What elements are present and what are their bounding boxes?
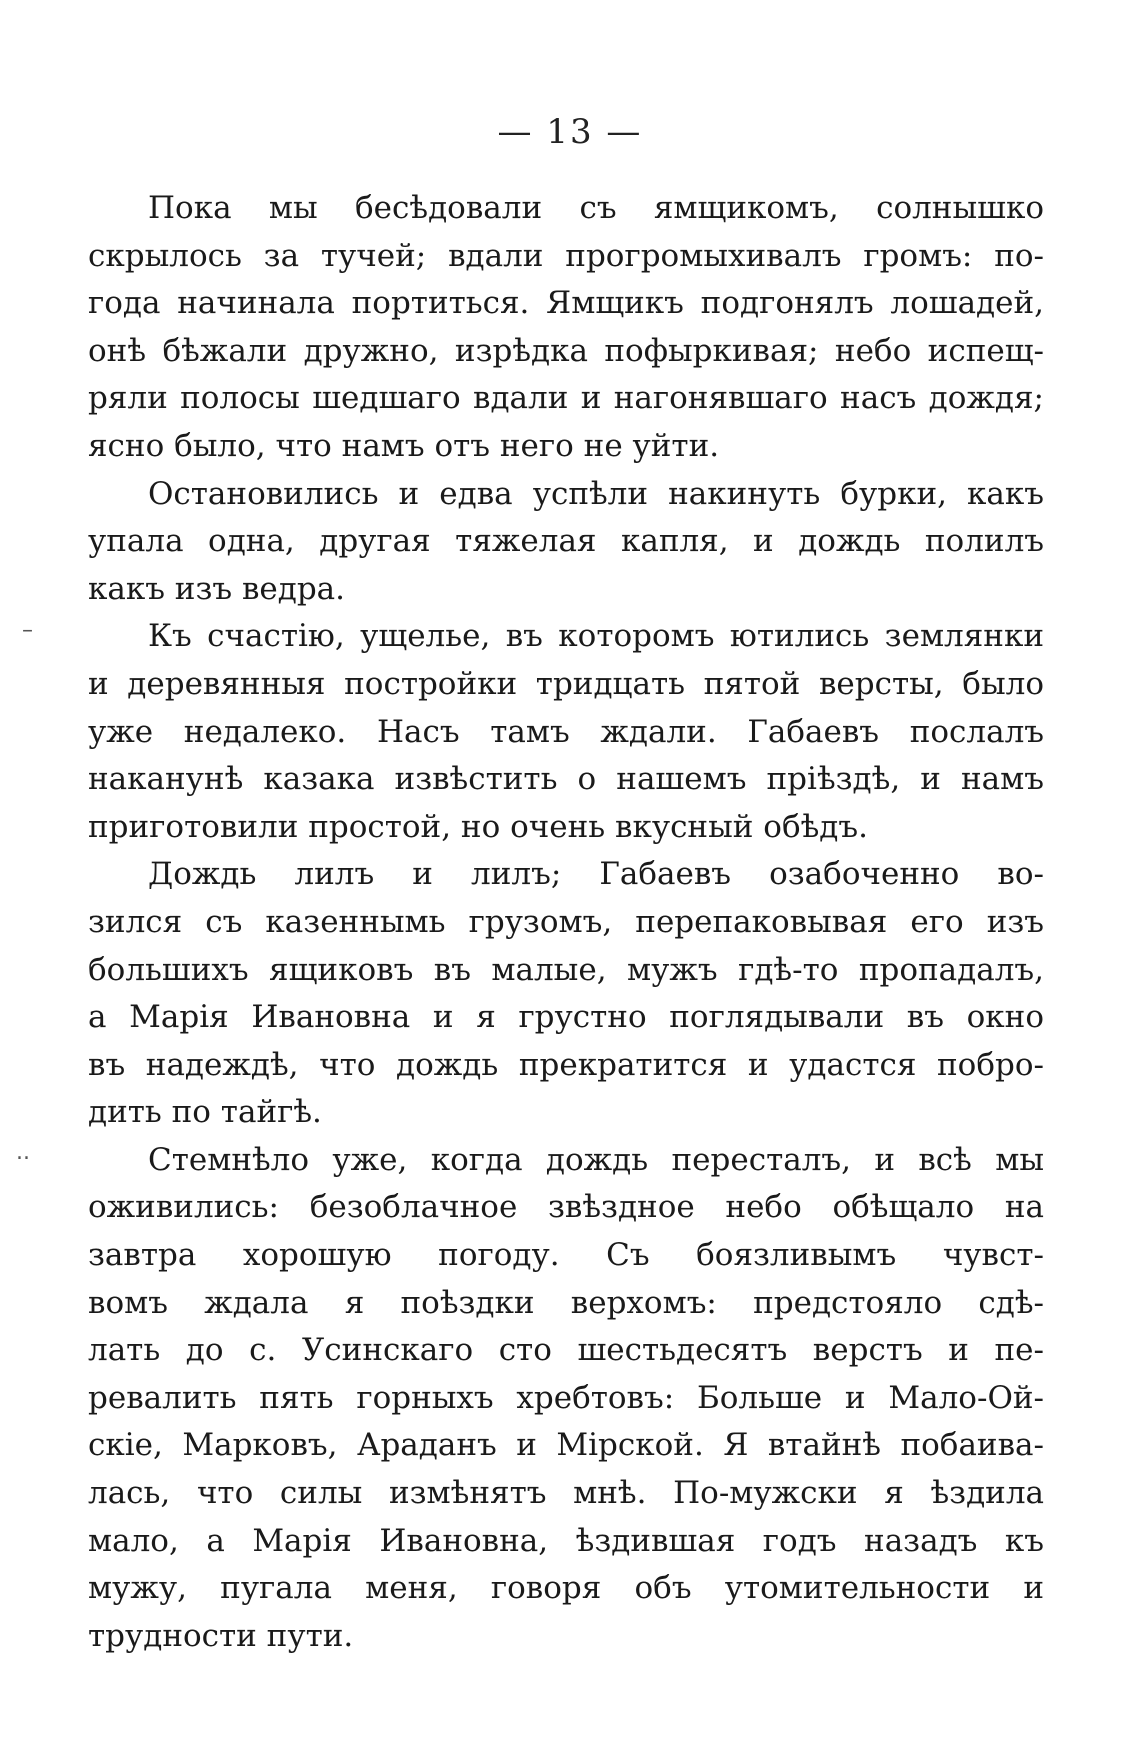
- text-line: онѣ бѣжали дружно, изрѣдка пофыркивая; небо испещ-: [88, 332, 1044, 369]
- text-line: приготовили простой, но очень вкусный обѣдъ.: [88, 808, 868, 845]
- paragraph: [88, 613, 1044, 851]
- text-line: Пока мы бесѣдовали съ ямщикомъ, солнышко: [148, 190, 1044, 226]
- text-line: Стемнѣло уже, когда дождь пересталъ, и всѣ мы: [148, 1141, 1044, 1178]
- text-line: а Марія Ивановна и я грустно поглядывали въ окно: [88, 999, 1044, 1036]
- text-line: Остановились и едва успѣли накинуть бурки, какъ: [148, 475, 1044, 512]
- text-line: Дождь лилъ и лилъ; Габаевъ озабоченно во-: [148, 856, 1044, 893]
- text-line: завтра хорошую погоду. Съ боязливымъ чувст-: [88, 1237, 1044, 1274]
- text-line: и деревянныя постройки тридцать пятой версты, было: [88, 665, 1044, 702]
- text-line: дить по тайгѣ.: [88, 1094, 322, 1131]
- text-line: большихъ ящиковъ въ малые, мужъ гдѣ-то пропадалъ,: [88, 951, 1044, 988]
- text-line: Къ счастію, ущелье, въ которомъ ютились землянки: [148, 618, 1044, 655]
- body-text: [88, 185, 1044, 1660]
- text-line: скіе, Марковъ, Араданъ и Мірской. Я втайнѣ побаива-: [88, 1427, 1044, 1464]
- text-line: зился съ казеннымь грузомъ, перепаковывая его изъ: [88, 903, 1044, 940]
- margin-dash-mark: –: [22, 618, 33, 643]
- text-line: ревалить пять горныхъ хребтовъ: Больше и Мало-Ой-: [88, 1379, 1044, 1416]
- paragraph: [88, 1137, 1044, 1661]
- text-line: ряли полосы шедшаго вдали и нагонявшаго насъ дождя;: [88, 380, 1044, 417]
- text-line: оживились: безоблачное звѣздное небо обѣщало на: [88, 1189, 1044, 1226]
- text-line: ясно было, что намъ отъ него не уйти.: [88, 427, 720, 464]
- text-line: трудности пути.: [88, 1617, 354, 1654]
- text-line: вомъ ждала я поѣздки верхомъ: предстояло сдѣ-: [88, 1284, 1044, 1321]
- paragraph: [88, 851, 1044, 1137]
- page-number: — 13 —: [497, 112, 643, 152]
- text-line: въ надеждѣ, что дождь прекратится и удастся побро-: [88, 1046, 1044, 1083]
- text-line: упала одна, другая тяжелая капля, и дождь полилъ: [88, 523, 1044, 560]
- text-line: лась, что силы измѣнятъ мнѣ. По-мужски я ѣздила: [88, 1475, 1044, 1512]
- text-line: какъ изъ ведра.: [88, 570, 346, 607]
- text-line: мало, а Марія Ивановна, ѣздившая годъ назадъ къ: [88, 1522, 1044, 1559]
- margin-dash-mark: ..: [16, 1140, 30, 1165]
- text-line: лать до с. Усинскаго сто шестьдесятъ верстъ и пе-: [88, 1332, 1044, 1369]
- paragraph: [88, 185, 1044, 471]
- text-line: уже недалеко. Насъ тамъ ждали. Габаевъ послалъ: [88, 713, 1044, 750]
- text-line: мужу, пугала меня, говоря объ утомительности и: [88, 1570, 1044, 1607]
- text-line: наканунѣ казака извѣстить о нашемъ пріѣздѣ, и намъ: [88, 761, 1044, 798]
- paragraph: [88, 471, 1044, 614]
- text-line: года начинала портиться. Ямщикъ подгонялъ лошадей,: [88, 285, 1044, 322]
- text-line: скрылось за тучей; вдали прогромыхивалъ громъ: по-: [88, 237, 1044, 274]
